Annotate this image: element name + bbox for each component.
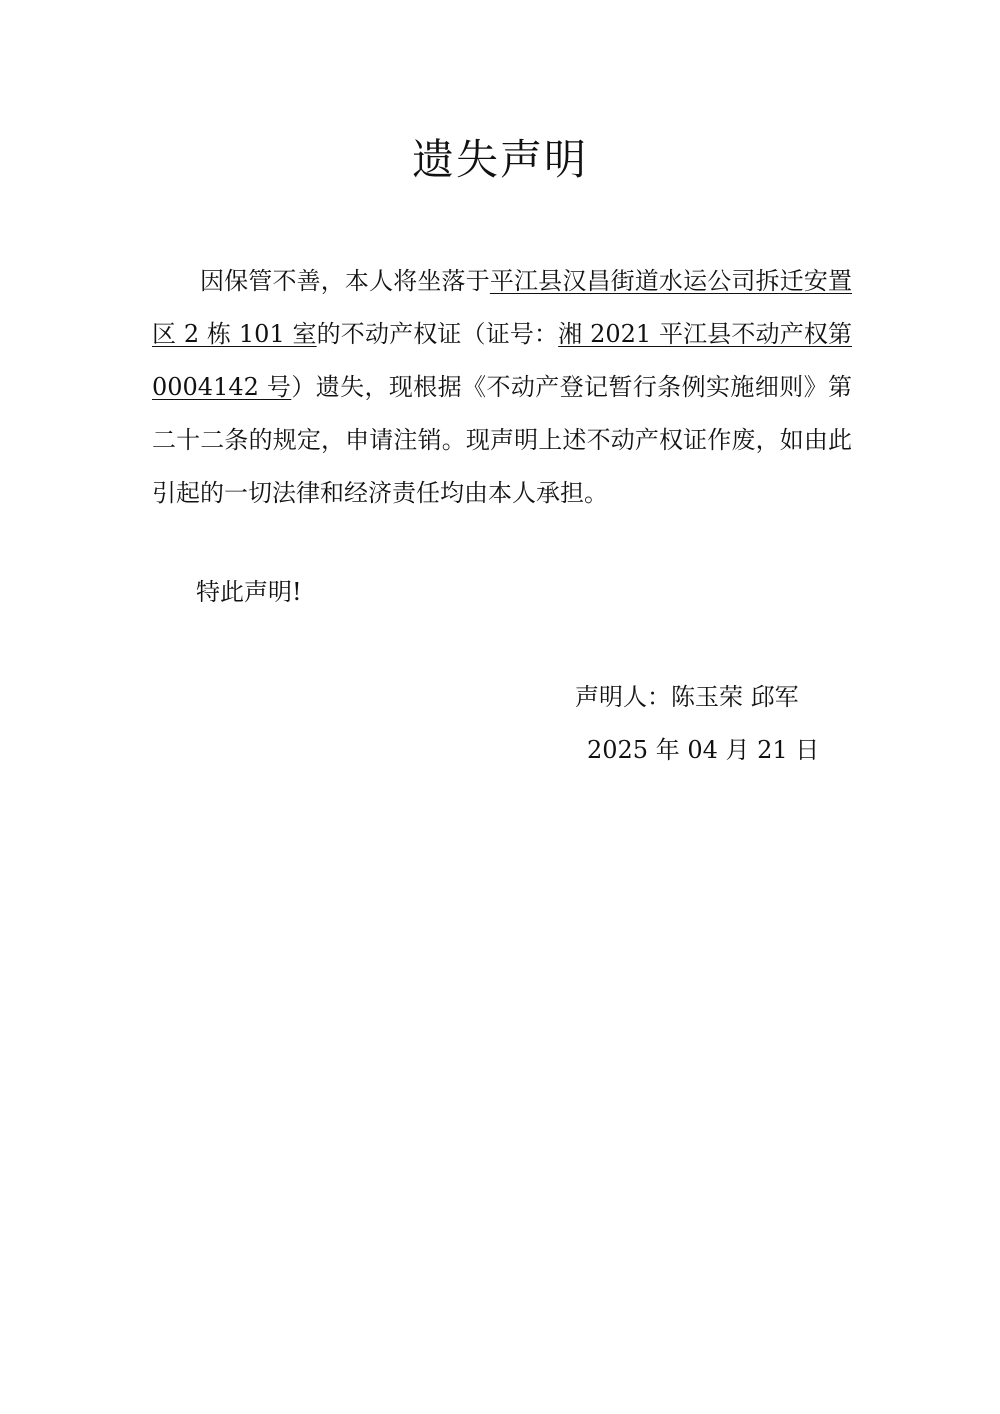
declarant-label: 声明人： <box>575 683 671 711</box>
declaration-date: 2025 年 04 月 21 日 <box>587 736 820 764</box>
declarant-names: 陈玉荣 邱军 <box>671 683 799 711</box>
statement-text-body: ）遗失，现根据《不动产登记暂行条例实施细则》第二十二条的规定，申请注销。现声明上述不动产权证作废，如由此引起的一切法律和经济责任均由本人承担。 <box>152 373 853 507</box>
declarant-line <box>575 677 799 717</box>
statement-paragraph <box>152 255 852 520</box>
closing-statement: 特此声明! <box>196 578 302 606</box>
document-title: 遗失声明 <box>411 135 588 184</box>
statement-text-intro: 因保管不善，本人将坐落于 <box>200 267 490 295</box>
certificate-number: 湘 2021 平江县不动产权第 0004142 号 <box>152 320 853 401</box>
property-address: 平江县汉昌街道水运公司拆迁安置区 2 栋 101 室 <box>152 267 853 348</box>
statement-text-cert-label: 的不动产权证（证号： <box>316 320 559 348</box>
